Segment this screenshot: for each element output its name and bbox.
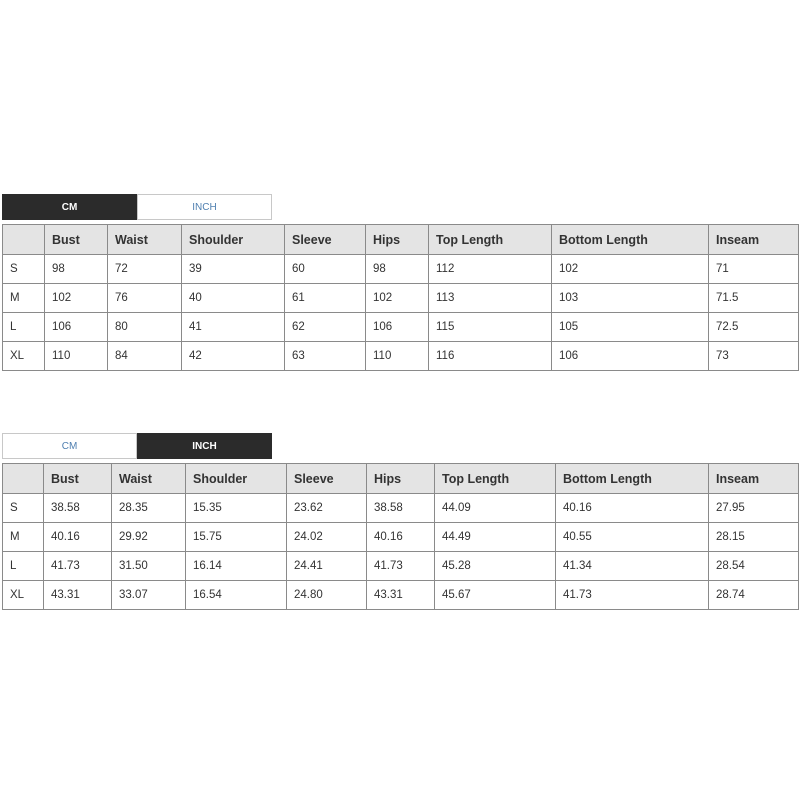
measurement-cell: 40.55 [556, 523, 709, 552]
measurement-cell: 72.5 [709, 313, 799, 342]
measurement-cell: 113 [429, 284, 552, 313]
measurement-cell: 112 [429, 255, 552, 284]
header-cell: Sleeve [287, 464, 367, 494]
measurement-cell: 73 [709, 342, 799, 371]
table-row [3, 523, 799, 552]
measurement-cell: 42 [182, 342, 285, 371]
header-cell: Hips [367, 464, 435, 494]
measurement-cell: 105 [552, 313, 709, 342]
tab-inch[interactable]: INCH [137, 194, 272, 220]
measurement-cell: 76 [108, 284, 182, 313]
measurement-cell: 31.50 [112, 552, 186, 581]
header-cell: Inseam [709, 464, 799, 494]
measurement-cell: 106 [552, 342, 709, 371]
tab-inch[interactable]: INCH [137, 433, 272, 459]
tab-cm[interactable]: CM [2, 194, 137, 220]
measurement-cell: 15.35 [186, 494, 287, 523]
measurement-cell: 71 [709, 255, 799, 284]
measurement-cell: 44.49 [435, 523, 556, 552]
header-cell: Waist [108, 225, 182, 255]
header-cell: Shoulder [186, 464, 287, 494]
measurement-cell: 28.35 [112, 494, 186, 523]
size-label-cell: S [3, 494, 44, 523]
measurement-cell: 28.54 [709, 552, 799, 581]
header-cell: Waist [112, 464, 186, 494]
size-table-cm [2, 224, 799, 371]
header-cell: Top Length [429, 225, 552, 255]
header-cell: Top Length [435, 464, 556, 494]
measurement-cell: 27.95 [709, 494, 799, 523]
size-label-cell: M [3, 284, 45, 313]
measurement-cell: 41 [182, 313, 285, 342]
measurement-cell: 44.09 [435, 494, 556, 523]
header-cell: Bust [45, 225, 108, 255]
size-label-cell: L [3, 313, 45, 342]
measurement-cell: 24.41 [287, 552, 367, 581]
measurement-cell: 102 [45, 284, 108, 313]
measurement-cell: 41.73 [556, 581, 709, 610]
measurement-cell: 40 [182, 284, 285, 313]
measurement-cell: 102 [552, 255, 709, 284]
measurement-cell: 115 [429, 313, 552, 342]
measurement-cell: 106 [366, 313, 429, 342]
table-row [3, 342, 799, 371]
measurement-cell: 16.54 [186, 581, 287, 610]
measurement-cell: 41.73 [44, 552, 112, 581]
measurement-cell: 38.58 [44, 494, 112, 523]
measurement-cell: 16.14 [186, 552, 287, 581]
tab-cm[interactable]: CM [2, 433, 137, 459]
header-cell [3, 225, 45, 255]
table-header-row [3, 225, 799, 255]
table-row [3, 313, 799, 342]
measurement-cell: 43.31 [367, 581, 435, 610]
header-cell: Inseam [709, 225, 799, 255]
measurement-cell: 98 [366, 255, 429, 284]
measurement-cell: 41.34 [556, 552, 709, 581]
measurement-cell: 102 [366, 284, 429, 313]
measurement-cell: 61 [285, 284, 366, 313]
unit-tabs [2, 194, 799, 220]
measurement-cell: 41.73 [367, 552, 435, 581]
measurement-cell: 106 [45, 313, 108, 342]
measurement-cell: 38.58 [367, 494, 435, 523]
measurement-cell: 40.16 [367, 523, 435, 552]
table-row [3, 284, 799, 313]
header-cell: Sleeve [285, 225, 366, 255]
size-label-cell: XL [3, 581, 44, 610]
measurement-cell: 28.74 [709, 581, 799, 610]
measurement-cell: 98 [45, 255, 108, 284]
size-label-cell: M [3, 523, 44, 552]
size-label-cell: S [3, 255, 45, 284]
table-row [3, 255, 799, 284]
size-label-cell: L [3, 552, 44, 581]
measurement-cell: 45.67 [435, 581, 556, 610]
unit-tabs [2, 433, 799, 459]
measurement-cell: 62 [285, 313, 366, 342]
header-cell: Bust [44, 464, 112, 494]
table-row [3, 581, 799, 610]
header-cell [3, 464, 44, 494]
measurement-cell: 45.28 [435, 552, 556, 581]
measurement-cell: 24.80 [287, 581, 367, 610]
measurement-cell: 33.07 [112, 581, 186, 610]
size-chart-cm-section [2, 194, 799, 371]
table-header-row [3, 464, 799, 494]
measurement-cell: 72 [108, 255, 182, 284]
measurement-cell: 39 [182, 255, 285, 284]
size-label-cell: XL [3, 342, 45, 371]
measurement-cell: 110 [366, 342, 429, 371]
measurement-cell: 80 [108, 313, 182, 342]
table-row [3, 552, 799, 581]
measurement-cell: 28.15 [709, 523, 799, 552]
header-cell: Hips [366, 225, 429, 255]
header-cell: Shoulder [182, 225, 285, 255]
size-table-inch [2, 463, 799, 610]
measurement-cell: 103 [552, 284, 709, 313]
measurement-cell: 110 [45, 342, 108, 371]
header-cell: Bottom Length [556, 464, 709, 494]
measurement-cell: 15.75 [186, 523, 287, 552]
measurement-cell: 63 [285, 342, 366, 371]
measurement-cell: 116 [429, 342, 552, 371]
measurement-cell: 43.31 [44, 581, 112, 610]
measurement-cell: 24.02 [287, 523, 367, 552]
size-chart-inch-section [2, 433, 799, 610]
measurement-cell: 40.16 [556, 494, 709, 523]
measurement-cell: 40.16 [44, 523, 112, 552]
table-row [3, 494, 799, 523]
measurement-cell: 60 [285, 255, 366, 284]
header-cell: Bottom Length [552, 225, 709, 255]
measurement-cell: 84 [108, 342, 182, 371]
measurement-cell: 23.62 [287, 494, 367, 523]
measurement-cell: 71.5 [709, 284, 799, 313]
measurement-cell: 29.92 [112, 523, 186, 552]
